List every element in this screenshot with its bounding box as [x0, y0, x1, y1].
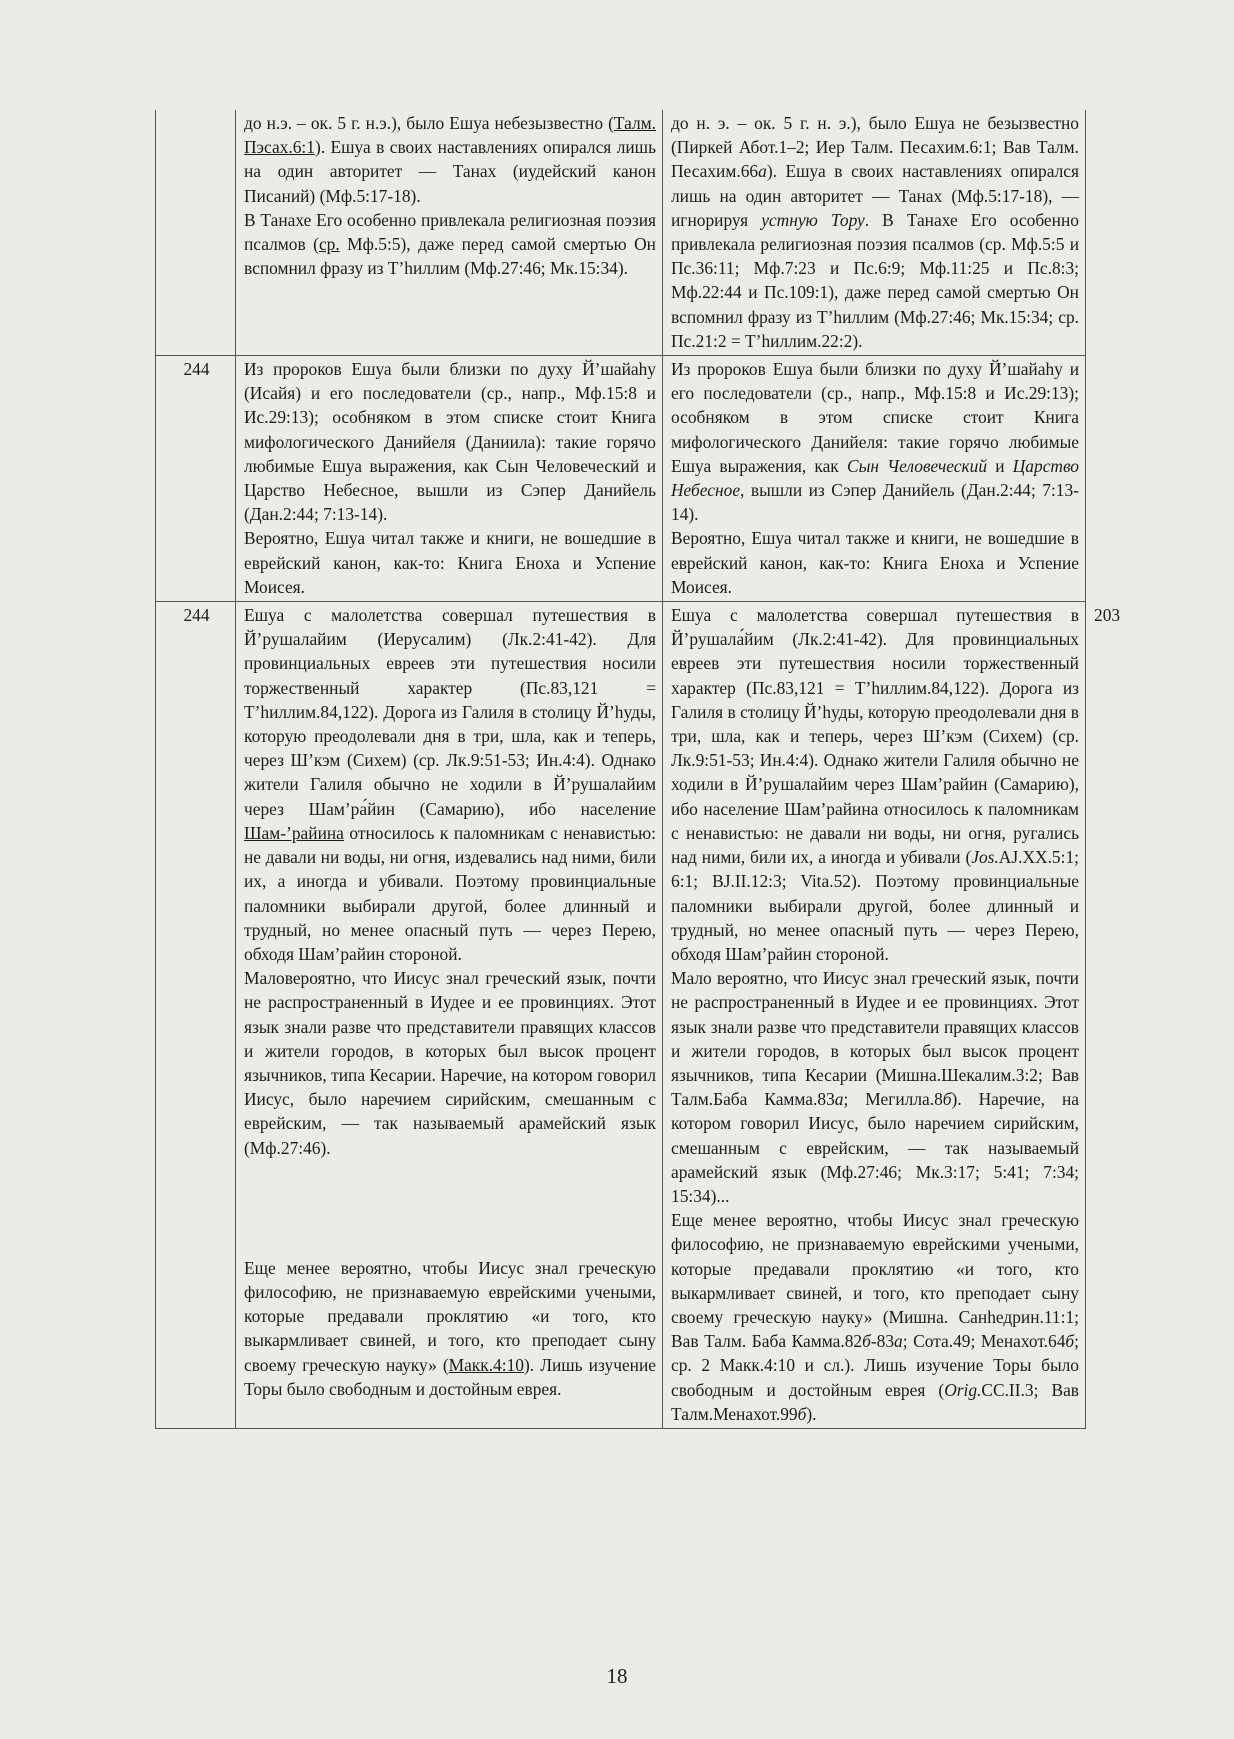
- paragraph: Вероятно, Ешуа читал также и книги, не вошедшие в еврейский канон, как-то: Книга Еноха и Успение Моисея.: [671, 528, 1079, 597]
- table-row: [156, 602, 1169, 1429]
- italic-text: устную Тору: [761, 209, 865, 230]
- row-number: 244: [156, 602, 236, 1429]
- italic-text: б: [1065, 1331, 1075, 1352]
- right-column-text: [663, 356, 1086, 602]
- italic-text: а: [894, 1331, 903, 1352]
- page-reference: 203: [1094, 604, 1121, 625]
- blank-space: [244, 1160, 656, 1256]
- row-number: [156, 110, 236, 356]
- paragraph: Ешуа с малолетства совершал путешествия в Й’рушала́йим (Лк.2:41-42). Для провинциальных евреев эти путешествия носили торжественный характер (Пс.83,121 = Т’hиллим.84,122). Дорога из Галиля в столицу Й’hуды, которую преодолевали дня в три, шла, как и теперь, через Ш’кэм (Сихем) (ср. Лк.9:51-53; Ин.4:4). Однако жители Галиля обычно не ходили в Й’рушалайим через Шам’райин (Самарию), ибо население Шам’райина относилось к паломникам с ненавистью: не давали ни воды, ни огня, ругались над ними, били их, а иногда и убивали (Jos.AJ.XX.5:1; 6:1; BJ.II.12:3; Vita.52). Поэтому провинциальные паломники выбирали другой, более длинный и трудный, но менее опасный путь — через Перею, обходя Шам’райин стороной.: [671, 605, 1079, 964]
- paragraph: Из пророков Ешуа были близки по духу Й’шайаhу и его последователи (ср., напр., Мф.15:8 и Ис.29:13); особняком в этом списке стоит Книга мифологического Данийеля: такие горячо любимые Ешуа выражения, как Сын Человеческий и Царство Небесное, вышли из Сэпер Данийель (Дан.2:44; 7:13-14).: [671, 359, 1079, 525]
- italic-text: б: [797, 1403, 807, 1424]
- italic-text: Orig.: [944, 1379, 982, 1400]
- left-column-text: [236, 356, 663, 602]
- paragraph: Мало вероятно, что Иисус знал греческий язык, почти не распространенный в Иудее и ее провинциях. Этот язык знали разве что представители правящих классов и жители городов, в которых был высок процент язычников, типа Кесарии (Мишна.Шекалим.3:2; Вав Талм.Баба Камма.83а; Мегилла.8б). Наречие, на котором говорил Иисус, было наречием сирийским, смешанным с еврейским, — так называемый арамейский язык (Мф.27:46; Мк.3:17; 5:41; 7:34; 15:34)...: [671, 968, 1079, 1206]
- left-column-text: [236, 602, 663, 1429]
- paragraph: Ешуа с малолетства совершал путешествия в Й’рушалайим (Иерусалим) (Лк.2:41-42). Для провинциальных евреев эти путешествия носили торжественный характер (Пс.83,121 = Т’hиллим.84,122). Дорога из Галиля в столицу Й’hуды, которую преодолевали дня в три, шла, как и теперь, через Ш’кэм (Сихем) (ср. Лк.9:51-53; Ин.4:4). Однако жители Галиля обычно не ходили в Й’рушалайим через Шам’ра́йин (Самарию), ибо население Шам-’райина относилось к паломникам с ненавистью: не давали ни воды, ни огня, издевались над ними, били их, а иногда и убивали. Поэтому провинциальные паломники выбирали другой, более длинный и трудный, но менее опасный путь — через Перею, обходя Шам’райин стороной.: [244, 605, 656, 964]
- right-column-text: [663, 110, 1086, 356]
- paragraph: до н.э. – ок. 5 г. н.э.), было Ешуа небезызвестно (Талм. Пэсах.6:1). Ешуа в своих наставлениях опирался лишь на один авторитет — Танах (иудейский канон Писаний) (Мф.5:17-18).: [244, 113, 656, 206]
- paragraph: Еще менее вероятно, чтобы Иисус знал греческую философию, не признаваемую еврейскими учеными, которые предавали проклятию «и того, кто выкармливает свиней, и того, кто преподает сыну своему греческую науку» (Мишна. Санhедрин.11:1; Вав Талм. Баба Камма.82б-83а; Сота.49; Менахот.64б; ср. 2 Макк.4:10 и сл.). Лишь изучение Торы было свободным и достойным еврея (Orig.CC.II.3; Вав Талм.Менахот.99б).: [671, 1210, 1080, 1424]
- paragraph: Маловероятно, что Иисус знал греческий язык, почти не распространенный в Иудее и ее провинциях. Этот язык знали разве что представители правящих классов и жители городов, в которых был высок процент язычников, типа Кесарии. Наречие, на котором говорил Иисус, было наречием сирийским, смешанным с еврейским, — так называемый арамейский язык (Мф.27:46).: [244, 968, 656, 1158]
- italic-text: Царство Небесное: [671, 455, 1079, 501]
- italic-text: б: [942, 1089, 952, 1110]
- italic-text: Jos.: [971, 847, 999, 868]
- underlined-reference: ср.: [318, 234, 340, 255]
- paragraph: Еще менее вероятно, чтобы Иисус знал греческую философию, не признаваемую еврейскими учеными, которые предавали проклятию «и того, кто выкармливает свиней, и того, кто преподает сыну своему греческую науку» (Макк.4:10). Лишь изучение Торы было свободным и достойным еврея.: [244, 1257, 656, 1399]
- underlined-reference: Макк.4:10: [448, 1354, 524, 1375]
- paragraph: Вероятно, Ешуа читал также и книги, не вошедшие в еврейский канон, как-то: Книга Еноха и Успение Моисея.: [244, 528, 656, 597]
- page-reference: [1086, 110, 1169, 356]
- table-row: [156, 110, 1169, 356]
- italic-text: Сын Человеческий: [846, 455, 988, 476]
- underlined-reference: Талм. Пэсах.6:1: [244, 113, 656, 158]
- left-column-text: [236, 110, 663, 356]
- underlined-reference: Шам-’райина: [244, 822, 344, 843]
- row-number: 244: [156, 356, 236, 602]
- paragraph: Из пророков Ешуа были близки по духу Й’шайаhу (Исайя) и его последователи (ср., напр., Мф.15:8 и Ис.29:13); особняком в этом списке стоит Книга мифологического Данийеля (Даниила): такие горячо любимые Ешуа выражения, как Сын Человеческий и Царство Небесное, вышли из Сэпер Данийель (Дан.2:44; 7:13-14).: [244, 359, 656, 525]
- page-reference: [1086, 356, 1169, 602]
- right-column-text: [663, 602, 1086, 1429]
- italic-text: а: [834, 1089, 844, 1110]
- paragraph: до н. э. – ок. 5 г. н. э.), было Ешуа не безызвестно (Пиркей Абот.1–2; Иер Талм. Песахим.6:1; Вав Талм. Песахим.66а). Ешуа в своих наставлениях опирался лишь на один авторитет — Танах (Мф.5:17-18), — игнорируя устную Тору. В Танахе Его особенно привлекала религиозная поэзия псалмов (ср. Мф.5:5 и Пс.36:11; Мф.7:23 и Пс.6:9; Мф.11:25 и Пс.8:3; Мф.22:44 и Пс.109:1), даже перед самой смертью Он вспомнил фразу из Т’hиллим (Мф.27:46; Мк.15:34; ср. Пс.21:2 = Т’hиллим.22:2).: [671, 113, 1079, 351]
- table-body: [156, 110, 1169, 1428]
- table-row: [156, 356, 1169, 602]
- italic-text: б: [862, 1331, 871, 1352]
- page-number: 18: [606, 1664, 628, 1688]
- paragraph: В Танахе Его особенно привлекала религиозная поэзия псалмов (ср. Мф.5:5), даже перед самой смертью Он вспомнил фразу из Т’hиллим (Мф.27:46; Мк.15:34).: [244, 209, 656, 279]
- comparison-table: [155, 110, 1169, 1429]
- italic-text: а: [758, 161, 767, 182]
